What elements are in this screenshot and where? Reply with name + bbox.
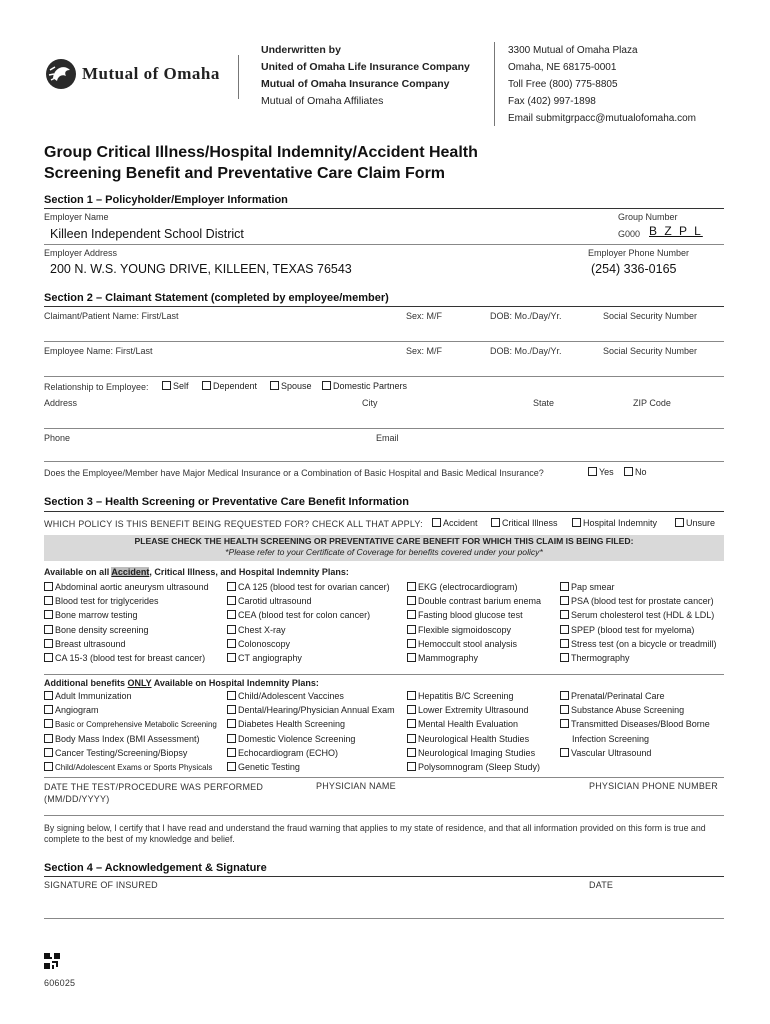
address-label: Address [44,398,78,408]
company-logo [44,58,224,90]
benefit-checkbox[interactable] [44,596,159,606]
checkbox-box[interactable] [44,610,53,619]
benefit-checkbox[interactable] [560,691,665,701]
employer-name-field[interactable]: Killeen Independent School District [50,227,244,241]
date-field[interactable] [589,894,724,916]
checkbox-label: Flexible sigmoidoscopy [418,624,512,635]
checkbox-label: Unsure [686,518,716,528]
contact-line: Fax (402) 997-1898 [508,96,596,107]
checkbox-box[interactable] [227,748,236,757]
checkbox-box[interactable] [560,625,569,634]
instruction-banner [44,535,724,561]
checkbox-label: Angiogram [55,705,99,716]
benefit-checkbox[interactable] [407,762,540,772]
city-label: City [362,398,378,408]
checkbox-label: Bone density screening [55,624,149,635]
form-title [44,142,478,184]
policy-critical-illness-checkbox[interactable] [491,518,558,528]
benefit-checkbox[interactable] [227,582,390,592]
benefit-checkbox[interactable] [227,691,344,701]
benefit-checkbox[interactable] [227,705,395,715]
banner-line: PLEASE CHECK THE HEALTH SCREENING OR PREVENTATIVE CARE BENEFIT FOR WHICH THIS CLAIM IS BEING FILED: [134,536,634,546]
checkbox-label: Substance Abuse Screening [571,705,685,716]
checkbox-label: Hepatitis B/C Screening [418,691,514,701]
group-number-field[interactable]: B Z P L [649,224,703,238]
checkbox-box[interactable] [407,719,416,728]
checkbox-box[interactable] [44,719,53,728]
benefit-checkbox[interactable] [227,596,312,606]
checkbox-label: SPEP (blood test for myeloma) [571,624,695,635]
checkbox-label: Neurological Imaging Studies [418,747,536,758]
checkbox-box[interactable] [44,705,53,714]
section4-heading: Section 4 – Acknowledgement & Signature [44,862,267,874]
dob-label: DOB: Mo./Day/Yr. [490,311,562,321]
checkbox-label: Prenatal/Perinatal Care [571,691,665,701]
policy-unsure-checkbox[interactable] [675,518,715,528]
contact-line: 3300 Mutual of Omaha Plaza [508,45,638,56]
benefit-checkbox[interactable] [227,719,345,729]
checkbox-label: Child/Adolescent Exams or Sports Physicals [55,763,213,772]
dob-label: DOB: Mo./Day/Yr. [490,346,562,356]
checkbox-box[interactable] [560,610,569,619]
benefit-checkbox[interactable] [407,582,518,592]
divider [44,341,724,342]
emphasis-word: ONLY [127,678,152,688]
divider [44,306,724,307]
checkbox-box[interactable] [407,610,416,619]
checkbox-box[interactable] [227,762,236,771]
medical-insurance-question: Does the Employee/Member have Major Medical Insurance or a Combination of Basic Hospital and Basic Medical Insurance? [44,468,544,478]
divider [44,674,724,675]
checkbox-label: Basic or Comprehensive Metabolic Screening [55,720,217,730]
checkbox-label: Double contrast barium enema [418,596,542,607]
benefit-checkbox[interactable] [572,734,649,744]
checkbox-label: Pap smear [571,582,615,592]
employer-name-label: Employer Name [44,212,109,222]
checkbox-box[interactable] [227,625,236,634]
relationship-self-checkbox[interactable] [162,381,189,391]
phone-label: Phone [44,433,71,443]
available-all-heading [44,567,349,577]
certification-text: By signing below, I certify that I have read and understand the fraud warning that applies to my state of residence, and that all information provided on this form is true and complete to the best of my knowledge and belief. [44,823,706,844]
checkbox-box[interactable] [227,653,236,662]
checkbox-box[interactable] [407,639,416,648]
checkbox-box[interactable] [227,734,236,743]
checkbox-box[interactable] [227,610,236,619]
sex-label: Sex: M/F [406,346,443,356]
state-label: State [533,398,555,408]
checkbox-label: Transmitted Diseases/Blood Borne [571,719,710,730]
relationship-label: Relationship to Employee: [44,382,149,392]
checkbox-label: Stress test (on a bicycle or treadmill) [571,638,717,649]
checkbox-label: Breast ultrasound [55,638,126,649]
section3-heading: Section 3 – Health Screening or Preventative Care Benefit Information [44,496,409,508]
checkbox-box[interactable] [407,653,416,662]
checkbox-label: Mammography [418,653,479,663]
underwriter-block [261,42,470,110]
divider [44,208,724,209]
checkbox-box[interactable] [44,762,53,771]
checkbox-label: Thermography [571,653,630,663]
checkbox-label: Spouse [281,381,312,391]
divider [44,428,724,429]
checkbox-label: Hemoccult stool analysis [418,638,518,649]
benefit-checkbox[interactable] [44,691,132,701]
relationship-dependent-checkbox[interactable] [202,381,257,391]
checkbox-label: Dependent [213,381,258,391]
checkbox-label: Adult Immunization [55,691,132,701]
underwriter-line: United of Omaha Life Insurance Company [261,61,470,73]
benefit-checkbox[interactable] [227,625,286,635]
checkbox-box[interactable] [560,639,569,648]
checkbox-label: Lower Extremity Ultrasound [418,705,529,716]
signature-label: SIGNATURE OF INSURED [44,880,158,890]
checkbox-label: EKG (electrocardiogram) [418,582,518,592]
logo-divider [238,55,239,99]
checkbox-label: Self [173,381,189,391]
checkbox-label: Yes [599,467,614,477]
header-divider [494,42,495,126]
employee-name-label: Employee Name: First/Last [44,346,153,356]
underwriter-line: Underwritten by [261,44,341,56]
benefit-checkbox[interactable] [227,762,300,772]
policy-question: WHICH POLICY IS THIS BENEFIT BEING REQUESTED FOR? CHECK ALL THAT APPLY: [44,519,423,529]
checkbox-label: CA 15-3 (blood test for breast cancer) [55,653,206,663]
benefit-checkbox[interactable] [227,639,290,649]
benefit-checkbox[interactable] [44,705,99,715]
checkbox-label: Mental Health Evaluation [418,719,519,730]
checkbox-label: Accident [443,518,478,528]
benefit-checkbox[interactable] [44,734,200,744]
benefit-checkbox[interactable] [44,762,212,772]
checkbox-label: No [635,467,647,477]
signature-field[interactable] [44,894,574,916]
checkbox-box[interactable] [560,748,569,757]
checkbox-label: Dental/Hearing/Physician Annual Exam [238,705,395,716]
policy-hospital-indemnity-checkbox[interactable] [572,518,657,528]
checkbox-label: Neurological Health Studies [418,733,530,744]
underwriter-line: Mutual of Omaha Affiliates [261,95,384,107]
benefit-checkbox[interactable] [560,639,717,649]
contact-line: Toll Free (800) 775-8805 [508,79,618,90]
highlighted-word: Accident [111,567,150,577]
checkbox-box[interactable] [44,734,53,743]
checkbox-box[interactable] [407,625,416,634]
benefit-checkbox[interactable] [407,625,511,635]
additional-benefits-heading [44,678,319,688]
checkbox-box[interactable] [44,596,53,605]
policy-accident-checkbox[interactable] [432,518,478,528]
ssn-label: Social Security Number [603,346,698,356]
test-date-label [44,781,263,805]
checkbox-label: Chest X-ray [238,624,286,635]
checkbox-label: Serum cholesterol test (HDL & LDL) [571,610,715,621]
employer-phone-label: Employer Phone Number [588,248,690,258]
group-prefix: G000 [618,229,641,239]
zip-label: ZIP Code [633,398,671,408]
checkbox-label: PSA (blood test for prostate cancer) [571,596,714,607]
sex-label: Sex: M/F [406,311,443,321]
employer-address-label: Employer Address [44,248,118,258]
benefit-checkbox[interactable] [407,691,514,701]
lion-icon [44,58,78,90]
claimant-name-label: Claimant/Patient Name: First/Last [44,311,179,321]
benefit-checkbox[interactable] [227,653,302,663]
benefit-checkbox[interactable] [407,653,478,663]
checkbox-box[interactable] [560,596,569,605]
checkbox-box[interactable] [407,596,416,605]
qr-code-icon [44,953,60,969]
divider [44,461,724,462]
benefit-checkbox[interactable] [44,582,209,592]
heading-text: , Critical Illness, and Hospital Indemnity Plans: [149,567,349,577]
checkbox-box[interactable] [560,691,569,700]
checkbox-label: Critical Illness [502,518,558,528]
checkbox-box[interactable] [407,748,416,757]
checkbox-box[interactable] [44,653,53,662]
contact-block [508,42,696,127]
checkbox-box[interactable] [44,748,53,757]
heading-text: Additional benefits [44,678,128,688]
divider [44,511,724,512]
checkbox-box[interactable] [560,582,569,591]
contact-line: Omaha, NE 68175-0001 [508,62,617,73]
benefit-checkbox[interactable] [44,625,149,635]
form-number: 606025 [44,978,76,988]
benefit-checkbox[interactable] [407,596,541,606]
checkbox-label: Colonoscopy [238,638,291,649]
checkbox-box[interactable] [227,719,236,728]
benefit-checkbox[interactable] [227,734,355,744]
checkbox-box[interactable] [44,582,53,591]
benefit-checkbox[interactable] [560,610,714,620]
checkbox-label: Genetic Testing [238,762,300,772]
benefit-checkbox[interactable] [560,596,714,606]
heading-text: Available on all [44,567,112,577]
checkbox-label: Child/Adolescent Vaccines [238,691,344,701]
checkbox-box[interactable] [227,639,236,648]
checkbox-label: Body Mass Index (BMI Assessment) [55,733,200,744]
checkbox-box[interactable] [227,691,236,700]
checkbox-box[interactable] [227,705,236,714]
checkbox-label: Polysomnogram (Sleep Study) [418,762,541,772]
medical-yes-checkbox[interactable] [588,467,614,477]
benefit-checkbox[interactable] [560,748,651,758]
checkbox-label: CA 125 (blood test for ovarian cancer) [238,582,390,592]
label-line: (MM/DD/YYYY) [44,794,110,804]
benefit-checkbox[interactable] [227,748,338,758]
checkbox-box[interactable] [44,639,53,648]
section2-heading: Section 2 – Claimant Statement (completed by employee/member) [44,292,389,304]
benefit-checkbox[interactable] [560,582,615,592]
divider [44,376,724,377]
physician-phone-label: PHYSICIAN PHONE NUMBER [589,781,718,791]
medical-no-checkbox[interactable] [624,467,647,477]
group-number-label: Group Number [618,212,678,222]
benefit-checkbox[interactable] [44,610,138,620]
relationship-spouse-checkbox[interactable] [270,381,312,391]
benefit-checkbox[interactable] [407,719,518,729]
checkbox-label: Echocardiogram (ECHO) [238,747,339,758]
checkbox-box[interactable] [407,762,416,771]
checkbox-label: Domestic Partners [333,381,408,391]
benefit-checkbox[interactable] [560,625,694,635]
underwriter-line: Mutual of Omaha Insurance Company [261,78,450,90]
benefit-checkbox[interactable] [407,639,517,649]
employer-phone-field[interactable]: (254) 336-0165 [591,262,677,276]
checkbox-box[interactable] [560,653,569,662]
checkbox-label: Abdominal aortic aneurysm ultrasound [55,582,209,592]
checkbox-label: Blood test for triglycerides [55,596,159,607]
divider [44,918,724,919]
checkbox-label: Infection Screening [572,733,650,744]
divider [44,777,724,778]
checkbox-box[interactable] [44,691,53,700]
benefit-checkbox[interactable] [560,719,710,729]
benefit-checkbox[interactable] [407,734,529,744]
divider [44,244,724,245]
label-line: DATE THE TEST/PROCEDURE WAS PERFORMED [44,782,264,792]
benefit-checkbox[interactable] [407,610,523,620]
checkbox-label: Hospital Indemnity [583,518,658,528]
benefit-checkbox[interactable] [407,705,529,715]
benefit-checkbox[interactable] [407,748,535,758]
physician-name-label: PHYSICIAN NAME [316,781,396,791]
checkbox-label: Bone marrow testing [55,610,138,621]
benefit-checkbox[interactable] [44,639,126,649]
banner-line: *Please refer to your Certificate of Coverage for benefits covered under your policy* [225,547,543,557]
benefit-checkbox[interactable] [560,653,630,663]
employer-address-field[interactable]: 200 N. W.S. YOUNG DRIVE, KILLEEN, TEXAS 76543 [50,262,352,276]
checkbox-label: Diabetes Health Screening [238,719,346,730]
checkbox-label: Fasting blood glucose test [418,610,523,621]
checkbox-box[interactable] [407,691,416,700]
title-line-1: Group Critical Illness/Hospital Indemnity/Accident Health [44,144,478,161]
checkbox-label: CT angiography [238,653,302,663]
heading-text: Available on Hospital Indemnity Plans: [151,678,319,688]
benefit-checkbox[interactable] [44,653,205,663]
checkbox-label: Domestic Violence Screening [238,733,356,744]
checkbox-box[interactable] [407,734,416,743]
date-label: DATE [589,880,614,890]
benefit-checkbox[interactable] [44,719,217,729]
contact-email: Email submitgrpacc@mutualofomaha.com [508,113,697,124]
checkbox-label: Carotid ultrasound [238,596,312,607]
checkbox-box[interactable] [560,719,569,728]
section1-heading: Section 1 – Policyholder/Employer Information [44,194,288,206]
benefit-checkbox[interactable] [560,705,684,715]
checkbox-label: Vascular Ultrasound [571,747,652,758]
checkbox-label: CEA (blood test for colon cancer) [238,610,371,621]
divider [44,815,724,816]
checkbox-box[interactable] [407,705,416,714]
relationship-domestic-partner-checkbox[interactable] [322,381,407,391]
divider [44,876,724,877]
checkbox-label: Cancer Testing/Screening/Biopsy [55,747,188,758]
checkbox-box[interactable] [407,582,416,591]
ssn-label: Social Security Number [603,311,698,321]
checkbox-box[interactable] [560,705,569,714]
email-label: Email [376,433,399,443]
checkbox-box[interactable] [44,625,53,634]
benefit-checkbox[interactable] [227,610,370,620]
benefit-checkbox[interactable] [44,748,187,758]
checkbox-box[interactable] [227,582,236,591]
logo-wordmark: Mutual of Omaha [82,64,220,83]
checkbox-box[interactable] [227,596,236,605]
title-line-2: Screening Benefit and Preventative Care Claim Form [44,165,446,182]
